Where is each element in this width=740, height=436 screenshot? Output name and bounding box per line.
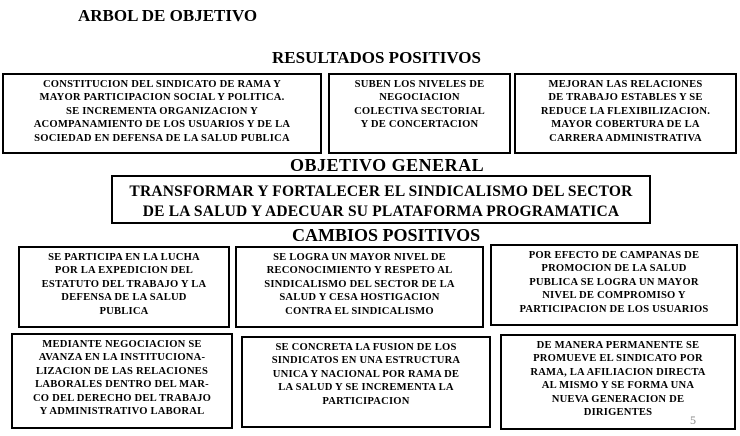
result-text-3: MEJORAN LAS RELACIONES DE TRABAJO ESTABLES Y SE REDUCE LA FLEXIBILIZACION. MAYOR COBERTURA DE LA CARRERA ADMINISTRATIVA xyxy=(540,79,711,144)
change-box-3 xyxy=(490,244,738,326)
objective-heading: OBJETIVO GENERAL xyxy=(290,155,485,175)
result-box-1 xyxy=(2,73,322,154)
objective-box xyxy=(111,175,651,224)
change-text-1: SE PARTICIPA EN LA LUCHA POR LA EXPEDICION DEL ESTATUTO DEL TRABAJO Y LA DEFENSA DE LA SALUD PUBLICA xyxy=(41,252,207,317)
result-text-2: SUBEN LOS NIVELES DE NEGOCIACION COLECTIVA SECTORIAL Y DE CONCERTACION xyxy=(354,79,485,131)
change-text-2: SE LOGRA UN MAYOR NIVEL DE RECONOCIMIENTO Y RESPETO AL SINDICALISMO DEL SECTOR DE LA SALUD Y CESA HOSTIGACION CONTRA EL SINDICALISMO xyxy=(264,252,455,317)
results-heading: RESULTADOS POSITIVOS xyxy=(272,48,481,67)
change-box-6 xyxy=(500,334,736,430)
page-title: ARBOL DE OBJETIVO xyxy=(78,6,258,25)
change-box-1 xyxy=(18,246,230,328)
change-text-4: MEDIANTE NEGOCIACION SE AVANZA EN LA INSTITUCIONA- LIZACION DE LAS RELACIONES LABORALES DENTRO DEL MAR- CO DEL DERECHO DEL TRABAJO Y ADMINISTRATIVO LABORAL xyxy=(32,339,212,418)
result-box-2 xyxy=(328,73,511,154)
page-number: 5 xyxy=(690,413,696,427)
change-text-5: SE CONCRETA LA FUSION DE LOS SINDICATOS EN UNA ESTRUCTURA UNICA Y NACIONAL POR RAMA DE LA SALUD Y SE INCREMENTA LA PARTICIPACION xyxy=(271,342,461,407)
changes-heading: CAMBIOS POSITIVOS xyxy=(292,225,481,245)
change-text-6: DE MANERA PERMANENTE SE PROMUEVE EL SINDICATO POR RAMA, LA AFILIACION DIRECTA AL MISMO Y SE FORMA UNA NUEVA GENERACION DE DIRIGENTES xyxy=(530,340,706,419)
change-box-2 xyxy=(235,246,484,328)
change-text-3: POR EFECTO DE CAMPANAS DE PROMOCION DE LA SALUD PUBLICA SE LOGRA UN MAYOR NIVEL DE COMPROMISO Y PARTICIPACION DE LOS USUARIOS xyxy=(519,250,709,315)
change-box-4 xyxy=(11,333,233,429)
objective-text: TRANSFORMAR Y FORTALECER EL SINDICALISMO DEL SECTOR DE LA SALUD Y ADECUAR SU PLATAFORMA PROGRAMATICA xyxy=(129,183,633,220)
result-text-1: CONSTITUCION DEL SINDICATO DE RAMA Y MAYOR PARTICIPACION SOCIAL Y POLITICA. SE INCREMENTA ORGANIZACION Y ACOMPANAMIENTO DE LOS USUARIOS Y DE LA SOCIEDAD EN DEFENSA DE LA SALUD PUBLICA xyxy=(33,79,291,144)
change-box-5 xyxy=(241,336,491,428)
result-box-3 xyxy=(514,73,737,154)
